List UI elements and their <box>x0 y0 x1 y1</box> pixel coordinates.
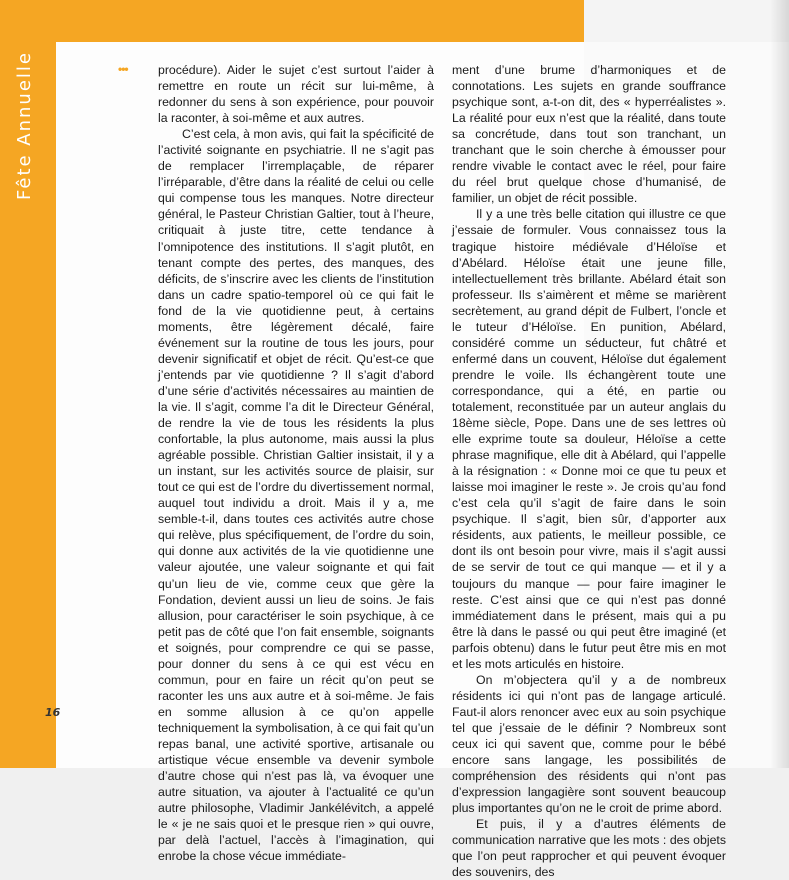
right-column <box>452 62 726 880</box>
paragraph: Il y a une très belle citation qui illustre ce que j’essaie de formuler. Vous connaissez tous la tragique histoire médiévale d’Héloïse et d’Abélard. Héloïse était une jeune fille, intellectuellement très brillante. Abélard était son professeur. Ils s’aimèrent et même se marièrent secrètement, au grand dépit de Fulbert, l’oncle et le tuteur d’Héloïse. En punition, Abélard, considéré comme un séducteur, fut châtré et enfermé dans un couvent, Héloïse dut également prendre le voile. Ils échangèrent toute une correspondance, qui a été, en partie ou totalement, reconstituée par un auteur anglais du 18ème siècle, Pope. Dans une de ses lettres où elle exprime toute sa douleur, Héloïse a cette phrase magnifique, elle dit à Abélard, qui l’appelle à la résignation : « Donne moi ce que tu peux et laisse moi imaginer le reste ». Je crois qu’au fond c’est cela qu’il s’agit de faire dans le soin psychique. Il s’agit, bien sûr, d’apporter aux résidents, aux patients, le meilleur possible, ce dont ils ont besoin pour vivre, mais il s’agit aussi de se servir de tout ce qui manque — et il y a toujours du manque — pour faire imaginer le reste. C’est ainsi que ce qui n’est pas donné immédiatement dans le présent, mais qui a pu être là dans le passé ou qui peut être imaginé (et parfois obtenu) dans le futur peut être mis en mot et les mots articulés en histoire. <box>452 207 726 671</box>
top-accent-band <box>0 0 584 42</box>
page-fold-shadow <box>770 0 789 768</box>
section-title: Fête Annuelle <box>14 51 35 200</box>
paragraph: ment d’une brume d’harmoniques et de connotations. Les sujets en grande souffrance psychique sont, a-t-on dit, des « hyperréalistes ». La réalité pour eux n’est que la réalité, dans toute sa concrétude, dans tout son tranchant, un tranchant que le soin cherche à émousser pour rendre vivable le contact avec le réel, pour faire du réel brut quelque chose d’humanisé, de familier, un objet de récit possible. <box>452 63 726 206</box>
bullet-dots-icon: ••• <box>118 62 128 76</box>
paragraph: procédure). Aider le sujet c’est surtout l’aider à remettre en route un récit sur lui-même, à redonner du sens à son expérience, pour pouvoir la raconter, à soi-même et aux autres. <box>158 63 434 126</box>
paragraph: Et puis, il y a d’autres éléments de communication narrative que les mots : des objets que l’on peut rapprocher et qui peuvent évoquer des souvenirs, des <box>452 817 726 880</box>
paragraph: C’est cela, à mon avis, qui fait la spécificité de l’activité soignante en psychiatrie. Il ne s’agit pas de remplacer l’irremplaçable, de réparer l’irréparable, d’être dans la réalité de celui ou celle qui compense tous les manques. Notre directeur général, le Pasteur Christian Galtier, tout à l’heure, critiquait à juste titre, cette tendance à l’omnipotence des institutions. Il s’agit plutôt, en tenant compte des pertes, des manques, des déficits, de s’inscrire avec les clients de l’institution dans un cadre spatio-temporel où ce qui fait le fond de la vie quotidienne peut, à certains moments, être légèrement décalé, faire événement sur la routine de tous les jours, pour devenir significatif et objet de récit. Qu’est-ce que j’entends par vie quotidienne ? Il s’agit d’abord d’une série d’activités nécessaires au maintien de la vie. Il s’agit, comme l’a dit le Directeur Général, de rendre la vie de tous les résidents la plus confortable, la plus autonome, mais aussi la plus agréable possible. Christian Galtier insistait, il y a un instant, sur les activités source de plaisir, sur tout ce qui est de l’ordre du divertissement normal, auquel tout individu a droit. Mais il y a, me semble-t-il, dans toutes ces activités autre chose qui relève, plus spécifiquement, de l’ordre du soin, qui donne aux activités de la vie quotidienne une valeur ajoutée, une valeur soignante et qui fait qu’un lieu de vie, comme ceux que gère la Fondation, devient aussi un lieu de soins. Je fais allusion, pour caractériser le soin psychique, à ce petit pas de côté que l’on fait ensemble, soignants et soignés, pour comprendre ce qui se passe, pour donner du sens à ce qui est vécu en commun, pour en faire un récit qu’on peut se raconter les uns aux autre et à soi-même. Je fais en somme allusion à ce qu’on appelle techniquement la symbolisation, à ce qui fait qu’un repas banal, une activité sportive, artisanale ou artistique vécue ensemble va devenir symbole d’autre chose qui n’est pas là, va évoquer une autre situation, va ajouter à l’actualité ce qu’un autre philosophe, Vladimir Jankélévitch, a appelé le « je ne sais quoi et le presque rien » qui ouvre, par delà l’actuel, l’accès à l’imagination, qui enrobe la chose vécue immédiate- <box>158 127 434 864</box>
paragraph: On m’objectera qu’il y a de nombreux résidents ici qui n’ont pas de langage articulé. Faut-il alors renoncer avec eux au soin psychique tel que j’essaie de le définir ? Nombreux sont ceux ici qui savent que, comme pour le bébé encore sans langage, les possibilités de compréhension des résidents qui n’ont pas d’expression langagière sont souvent beaucoup plus importantes qu’on ne le croit de prime abord. <box>452 672 726 816</box>
page-number: 16 <box>45 706 61 719</box>
left-column <box>158 62 434 864</box>
right-margin-top <box>584 0 789 42</box>
